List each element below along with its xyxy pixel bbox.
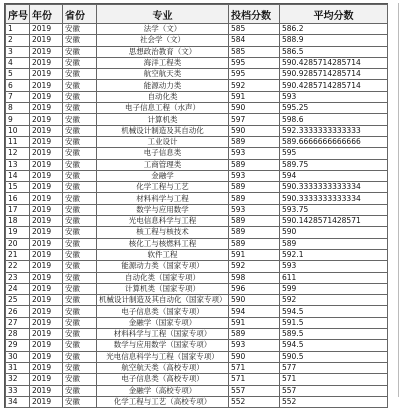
cell-major: 金融学（高校专项）	[97, 385, 229, 396]
cell-num: 1	[6, 24, 30, 35]
cell-year: 2019	[30, 283, 63, 294]
cell-major: 数学与应用数学	[97, 204, 229, 215]
cell-score: 591	[229, 91, 280, 102]
cell-score: 590	[229, 295, 280, 306]
cell-province: 安徽	[63, 80, 97, 91]
table-row	[6, 136, 388, 147]
cell-score: 595	[229, 69, 280, 80]
cell-year: 2019	[30, 91, 63, 102]
cell-avg: 586.2	[280, 24, 388, 35]
table-row	[6, 24, 388, 35]
cell-major: 材料科学与工程（国家专项）	[97, 329, 229, 340]
cell-num: 12	[6, 148, 30, 159]
header-avg: 平均分数	[280, 5, 388, 24]
cell-year: 2019	[30, 261, 63, 272]
cell-major: 核工程与核技术	[97, 227, 229, 238]
cell-province: 安徽	[63, 46, 97, 57]
cell-avg: 590.4285714285714	[280, 80, 388, 91]
cell-year: 2019	[30, 114, 63, 125]
cell-province: 安徽	[63, 261, 97, 272]
cell-major: 工商管理类	[97, 159, 229, 170]
cell-avg: 557	[280, 385, 388, 396]
cell-num: 22	[6, 261, 30, 272]
cell-avg: 594.5	[280, 340, 388, 351]
cell-province: 安徽	[63, 91, 97, 102]
cell-avg: 599	[280, 283, 388, 294]
cell-year: 2019	[30, 69, 63, 80]
header-year: 年份	[30, 5, 63, 24]
cell-num: 17	[6, 204, 30, 215]
cell-major: 数学与应用数学（国家专项）	[97, 340, 229, 351]
header-score: 投档分数	[229, 5, 280, 24]
table-row	[6, 159, 388, 170]
cell-avg: 588.9	[280, 35, 388, 46]
cell-num: 25	[6, 295, 30, 306]
table-row	[6, 35, 388, 46]
cell-avg: 590.4285714285714	[280, 57, 388, 68]
cell-num: 30	[6, 351, 30, 362]
table-row	[6, 272, 388, 283]
cell-major: 金融学	[97, 170, 229, 181]
cell-province: 安徽	[63, 148, 97, 159]
cell-score: 557	[229, 385, 280, 396]
cell-avg: 590.1428571428571	[280, 216, 388, 227]
cell-avg: 594.5	[280, 306, 388, 317]
cell-num: 20	[6, 238, 30, 249]
cell-score: 593	[229, 148, 280, 159]
cell-major: 计算机类	[97, 114, 229, 125]
cell-avg: 590.9285714285714	[280, 69, 388, 80]
cell-major: 电子信息工程（水声）	[97, 103, 229, 114]
cell-score: 589	[229, 159, 280, 170]
cell-year: 2019	[30, 329, 63, 340]
cell-score: 590	[229, 103, 280, 114]
table-row	[6, 103, 388, 114]
cell-major: 化学工程与工艺	[97, 182, 229, 193]
cell-year: 2019	[30, 249, 63, 260]
cell-year: 2019	[30, 57, 63, 68]
cell-score: 596	[229, 283, 280, 294]
table-header	[6, 5, 388, 24]
cell-avg: 589.75	[280, 159, 388, 170]
cell-avg: 592	[280, 295, 388, 306]
table-row	[6, 46, 388, 57]
header-province: 省份	[63, 5, 97, 24]
cell-avg: 590.5	[280, 351, 388, 362]
cell-score: 585	[229, 24, 280, 35]
cell-score: 589	[229, 238, 280, 249]
cell-score: 591	[229, 249, 280, 260]
cell-year: 2019	[30, 351, 63, 362]
cell-province: 安徽	[63, 227, 97, 238]
cell-year: 2019	[30, 125, 63, 136]
cell-province: 安徽	[63, 35, 97, 46]
cell-score: 592	[229, 261, 280, 272]
cell-num: 32	[6, 374, 30, 385]
cell-province: 安徽	[63, 136, 97, 147]
cell-score: 589	[229, 193, 280, 204]
cell-num: 9	[6, 114, 30, 125]
table-row	[6, 80, 388, 91]
cell-year: 2019	[30, 396, 63, 407]
cell-avg: 592.1	[280, 249, 388, 260]
cell-province: 安徽	[63, 340, 97, 351]
cell-num: 4	[6, 57, 30, 68]
cell-num: 24	[6, 283, 30, 294]
cell-num: 16	[6, 193, 30, 204]
cell-major: 社会学（文）	[97, 35, 229, 46]
cell-province: 安徽	[63, 57, 97, 68]
cell-major: 机械设计制造及其自动化（国家专项）	[97, 295, 229, 306]
cell-score: 589	[229, 216, 280, 227]
cell-year: 2019	[30, 46, 63, 57]
cell-avg: 590.3333333333334	[280, 182, 388, 193]
cell-province: 安徽	[63, 204, 97, 215]
table-row	[6, 249, 388, 260]
cell-num: 23	[6, 272, 30, 283]
cell-major: 能源动力类	[97, 80, 229, 91]
cell-major: 化学工程与工艺（高校专项）	[97, 396, 229, 407]
cell-major: 航空航天类（高校专项）	[97, 362, 229, 373]
table-row	[6, 193, 388, 204]
table-row	[6, 57, 388, 68]
table-row	[6, 362, 388, 373]
cell-major: 工业设计	[97, 136, 229, 147]
cell-province: 安徽	[63, 351, 97, 362]
table-row	[6, 182, 388, 193]
cell-year: 2019	[30, 148, 63, 159]
cell-year: 2019	[30, 204, 63, 215]
cell-num: 18	[6, 216, 30, 227]
cell-num: 10	[6, 125, 30, 136]
cell-score: 585	[229, 46, 280, 57]
cell-score: 594	[229, 306, 280, 317]
cell-score: 589	[229, 182, 280, 193]
cell-avg: 595.25	[280, 103, 388, 114]
table-row	[6, 374, 388, 385]
table-row	[6, 396, 388, 407]
cell-major: 电子信息类（高校专项）	[97, 374, 229, 385]
cell-score: 571	[229, 374, 280, 385]
cell-major: 核化工与核燃料工程	[97, 238, 229, 249]
header-major: 专业	[97, 5, 229, 24]
cell-province: 安徽	[63, 317, 97, 328]
cell-major: 机械设计制造及其自动化	[97, 125, 229, 136]
page-edge-divider	[398, 3, 399, 397]
cell-year: 2019	[30, 340, 63, 351]
cell-year: 2019	[30, 374, 63, 385]
cell-province: 安徽	[63, 362, 97, 373]
table-row	[6, 114, 388, 125]
cell-num: 21	[6, 249, 30, 260]
cell-major: 航空航天类	[97, 69, 229, 80]
table-row	[6, 125, 388, 136]
cell-major: 材料科学与工程	[97, 193, 229, 204]
cell-score: 571	[229, 362, 280, 373]
cell-province: 安徽	[63, 103, 97, 114]
cell-num: 29	[6, 340, 30, 351]
table-row	[6, 340, 388, 351]
cell-province: 安徽	[63, 385, 97, 396]
cell-num: 6	[6, 80, 30, 91]
cell-avg: 590	[280, 227, 388, 238]
admission-score-table	[5, 4, 388, 408]
cell-year: 2019	[30, 159, 63, 170]
cell-year: 2019	[30, 170, 63, 181]
table-row	[6, 317, 388, 328]
cell-major: 电子信息类（国家专项）	[97, 306, 229, 317]
cell-year: 2019	[30, 136, 63, 147]
cell-avg: 586.5	[280, 46, 388, 57]
cell-num: 5	[6, 69, 30, 80]
cell-avg: 598.6	[280, 114, 388, 125]
table-row	[6, 227, 388, 238]
cell-year: 2019	[30, 216, 63, 227]
cell-score: 597	[229, 114, 280, 125]
cell-province: 安徽	[63, 24, 97, 35]
cell-num: 14	[6, 170, 30, 181]
cell-year: 2019	[30, 295, 63, 306]
cell-year: 2019	[30, 317, 63, 328]
score-table-frame	[4, 3, 388, 408]
cell-avg: 589.5	[280, 329, 388, 340]
cell-avg: 591.5	[280, 317, 388, 328]
cell-province: 安徽	[63, 272, 97, 283]
cell-score: 589	[229, 227, 280, 238]
cell-major: 金融学（国家专项）	[97, 317, 229, 328]
cell-num: 3	[6, 46, 30, 57]
cell-num: 7	[6, 91, 30, 102]
cell-major: 法学（文）	[97, 24, 229, 35]
cell-province: 安徽	[63, 170, 97, 181]
cell-avg: 571	[280, 374, 388, 385]
cell-score: 598	[229, 272, 280, 283]
cell-province: 安徽	[63, 295, 97, 306]
cell-score: 552	[229, 396, 280, 407]
cell-major: 软件工程	[97, 249, 229, 260]
table-row	[6, 148, 388, 159]
cell-avg: 552	[280, 396, 388, 407]
cell-major: 计算机类（国家专项）	[97, 283, 229, 294]
table-row	[6, 261, 388, 272]
cell-province: 安徽	[63, 396, 97, 407]
cell-num: 8	[6, 103, 30, 114]
table-row	[6, 170, 388, 181]
cell-major: 光电信息科学与工程	[97, 216, 229, 227]
cell-num: 33	[6, 385, 30, 396]
table-row	[6, 306, 388, 317]
cell-year: 2019	[30, 193, 63, 204]
cell-num: 34	[6, 396, 30, 407]
table-row	[6, 351, 388, 362]
cell-avg: 594	[280, 170, 388, 181]
cell-num: 19	[6, 227, 30, 238]
cell-province: 安徽	[63, 159, 97, 170]
cell-year: 2019	[30, 24, 63, 35]
cell-avg: 589.6666666666666	[280, 136, 388, 147]
cell-province: 安徽	[63, 193, 97, 204]
cell-avg: 590.3333333333334	[280, 193, 388, 204]
cell-province: 安徽	[63, 374, 97, 385]
cell-province: 安徽	[63, 306, 97, 317]
cell-num: 13	[6, 159, 30, 170]
cell-avg: 593.75	[280, 204, 388, 215]
cell-num: 11	[6, 136, 30, 147]
header-row	[6, 5, 388, 24]
cell-score: 589	[229, 329, 280, 340]
cell-score: 589	[229, 136, 280, 147]
cell-year: 2019	[30, 385, 63, 396]
header-num: 序号	[6, 5, 30, 24]
cell-year: 2019	[30, 227, 63, 238]
table-row	[6, 238, 388, 249]
cell-num: 28	[6, 329, 30, 340]
cell-province: 安徽	[63, 329, 97, 340]
cell-num: 2	[6, 35, 30, 46]
cell-avg: 595	[280, 148, 388, 159]
cell-avg: 592.3333333333333	[280, 125, 388, 136]
cell-year: 2019	[30, 362, 63, 373]
cell-major: 电子信息类	[97, 148, 229, 159]
cell-major: 海洋工程类	[97, 57, 229, 68]
cell-year: 2019	[30, 306, 63, 317]
cell-score: 593	[229, 204, 280, 215]
table-row	[6, 329, 388, 340]
cell-score: 584	[229, 35, 280, 46]
table-body	[6, 24, 388, 408]
cell-num: 27	[6, 317, 30, 328]
table-row	[6, 204, 388, 215]
cell-province: 安徽	[63, 283, 97, 294]
cell-major: 自动化类（国家专项）	[97, 272, 229, 283]
cell-score: 593	[229, 340, 280, 351]
cell-major: 能源动力类（国家专项）	[97, 261, 229, 272]
cell-year: 2019	[30, 35, 63, 46]
table-row	[6, 295, 388, 306]
cell-year: 2019	[30, 238, 63, 249]
table-row	[6, 91, 388, 102]
cell-province: 安徽	[63, 114, 97, 125]
table-row	[6, 216, 388, 227]
cell-year: 2019	[30, 103, 63, 114]
cell-score: 592	[229, 80, 280, 91]
cell-score: 590	[229, 125, 280, 136]
cell-avg: 589	[280, 238, 388, 249]
cell-avg: 593	[280, 91, 388, 102]
cell-province: 安徽	[63, 249, 97, 260]
cell-num: 26	[6, 306, 30, 317]
cell-province: 安徽	[63, 216, 97, 227]
cell-year: 2019	[30, 80, 63, 91]
cell-year: 2019	[30, 272, 63, 283]
cell-major: 思想政治教育（文）	[97, 46, 229, 57]
cell-score: 595	[229, 57, 280, 68]
cell-avg: 593	[280, 261, 388, 272]
cell-major: 光电信息科学与工程（国家专项）	[97, 351, 229, 362]
cell-province: 安徽	[63, 69, 97, 80]
table-row	[6, 283, 388, 294]
cell-province: 安徽	[63, 182, 97, 193]
cell-year: 2019	[30, 182, 63, 193]
cell-province: 安徽	[63, 125, 97, 136]
cell-province: 安徽	[63, 238, 97, 249]
table-row	[6, 385, 388, 396]
cell-major: 自动化类	[97, 91, 229, 102]
cell-score: 591	[229, 317, 280, 328]
cell-num: 31	[6, 362, 30, 373]
cell-avg: 611	[280, 272, 388, 283]
cell-avg: 577	[280, 362, 388, 373]
table-row	[6, 69, 388, 80]
cell-score: 593	[229, 170, 280, 181]
cell-score: 590	[229, 351, 280, 362]
cell-num: 15	[6, 182, 30, 193]
